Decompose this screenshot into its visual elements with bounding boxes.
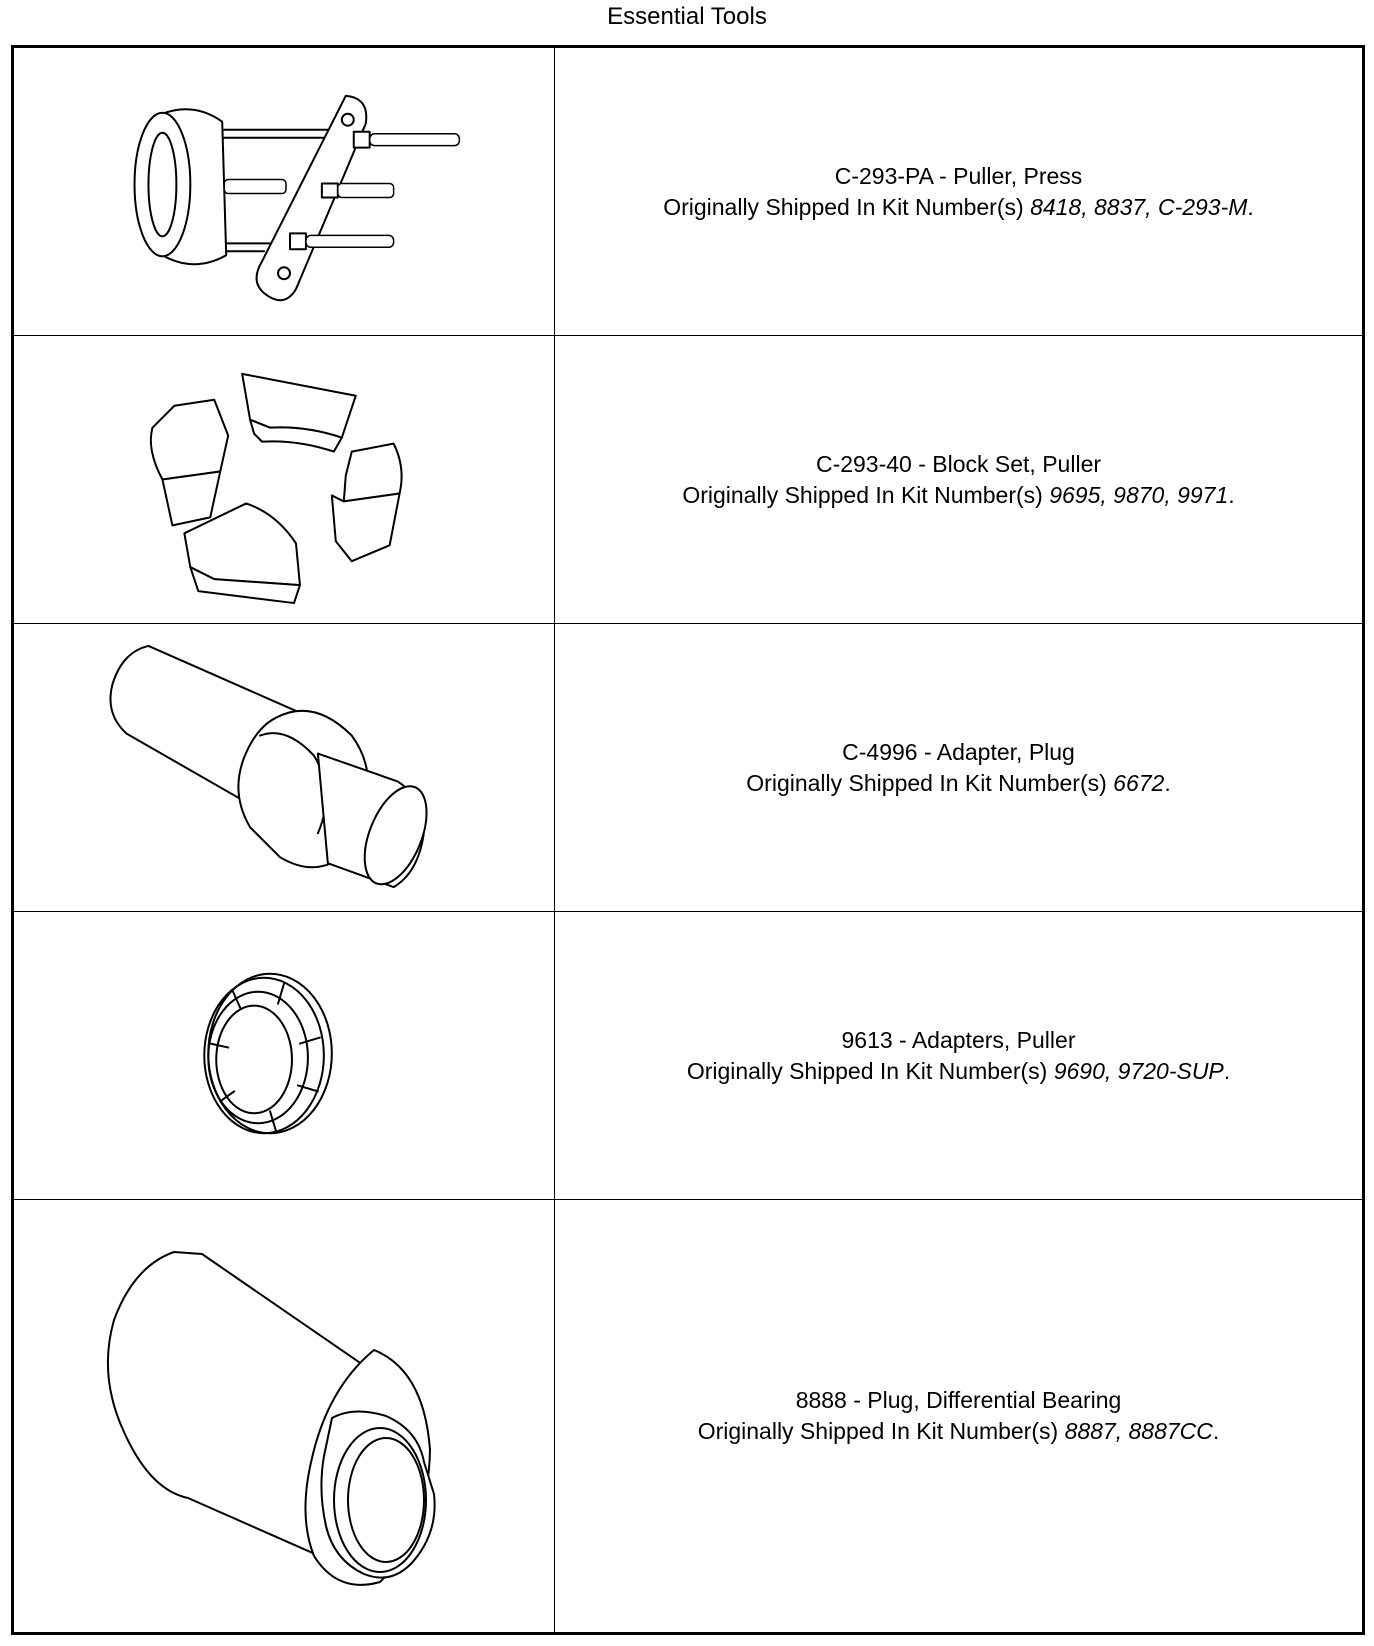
tool-row [14, 624, 1362, 912]
tool-name: C-293-PA - Puller, Press [834, 162, 1083, 189]
tool-description [555, 48, 1362, 335]
tool-description [555, 336, 1362, 623]
plug-adapter-icon [14, 624, 555, 911]
kit-numbers: 9690, 9720-SUP [1053, 1057, 1224, 1084]
tool-kits-line: Originally Shipped In Kit Number(s) 8418, 8837, C-293-M. [663, 193, 1254, 220]
kit-prefix: Originally Shipped In Kit Number(s) [746, 769, 1107, 796]
tool-image-cell [14, 336, 555, 623]
tool-description [555, 624, 1362, 911]
tool-name: 8888 - Plug, Differential Bearing [795, 1387, 1122, 1413]
tool-kits-line: Originally Shipped In Kit Number(s) 8887, 8887CC. [697, 1418, 1220, 1444]
kit-prefix: Originally Shipped In Kit Number(s) [682, 481, 1043, 508]
kit-numbers: 8418, 8837, C-293-M [1030, 193, 1248, 220]
kit-prefix: Originally Shipped In Kit Number(s) [663, 193, 1024, 220]
tool-image-cell [14, 1200, 555, 1632]
puller-adapters-icon [14, 912, 555, 1199]
tool-name: C-293-40 - Block Set, Puller [815, 450, 1102, 477]
press-puller-icon [14, 48, 555, 335]
tool-description [555, 912, 1362, 1199]
tool-image-cell [14, 912, 555, 1199]
kit-numbers: 9695, 9870, 9971 [1049, 481, 1229, 508]
tool-row [14, 912, 1362, 1200]
tool-kits-line: Originally Shipped In Kit Number(s) 9690, 9720-SUP. [686, 1057, 1231, 1084]
tool-name: C-4996 - Adapter, Plug [842, 738, 1075, 765]
kit-prefix: Originally Shipped In Kit Number(s) [697, 1418, 1059, 1444]
puller-block-set-icon [14, 336, 555, 623]
tool-image-cell [14, 624, 555, 911]
tool-description [555, 1200, 1362, 1632]
tool-kits-line: Originally Shipped In Kit Number(s) 6672. [746, 769, 1171, 796]
tool-image-cell [14, 48, 555, 335]
tool-row [14, 336, 1362, 624]
tool-kits-line: Originally Shipped In Kit Number(s) 9695, 9870, 9971. [682, 481, 1235, 508]
page-title: Essential Tools [607, 3, 767, 30]
kit-numbers: 6672 [1113, 769, 1165, 796]
differential-bearing-plug-icon [14, 1200, 555, 1632]
tool-row [14, 1200, 1362, 1632]
essential-tools-table [11, 45, 1365, 1635]
tool-row [14, 48, 1362, 336]
kit-numbers: 8887, 8887CC [1064, 1418, 1213, 1444]
kit-prefix: Originally Shipped In Kit Number(s) [686, 1057, 1048, 1084]
tool-name: 9613 - Adapters, Puller [841, 1026, 1076, 1053]
